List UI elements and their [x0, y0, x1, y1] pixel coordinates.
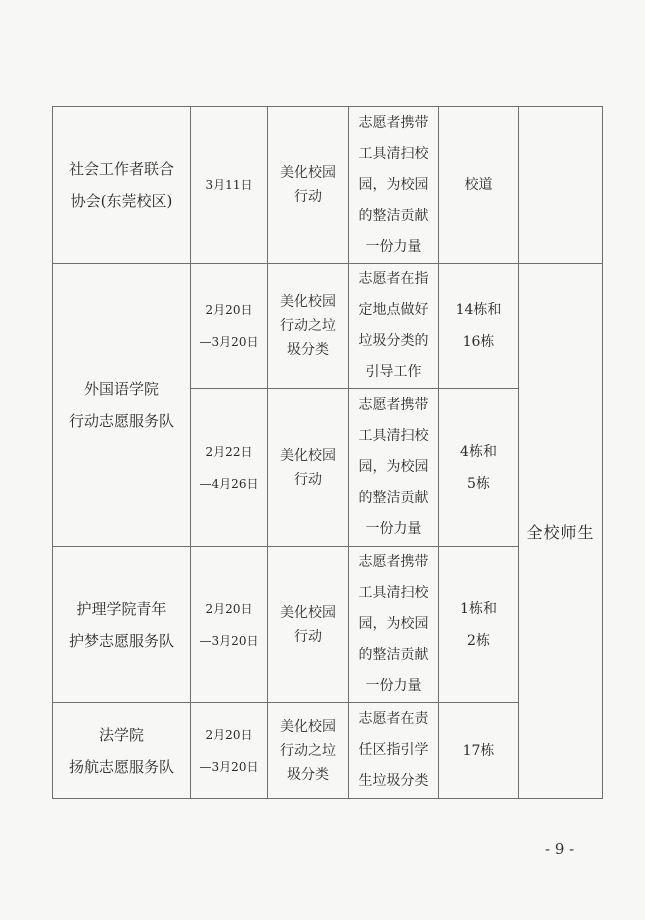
audience-cell: 全校师生 [519, 264, 603, 799]
activity-cell: 美化校园 行动之垃 圾分类 [268, 703, 349, 799]
place-cell: 1栋和 2栋 [439, 547, 519, 703]
activity-cell: 美化校园 行动之垃 圾分类 [268, 264, 349, 389]
place-cell: 17栋 [439, 703, 519, 799]
team-cell: 外国语学院 行动志愿服务队 [53, 264, 191, 547]
date-cell: 3月11日 [191, 107, 268, 264]
place-cell: 4栋和 5栋 [439, 389, 519, 547]
audience-empty-cell [519, 107, 603, 264]
page-number: - 9 - [545, 840, 575, 858]
activity-table [52, 106, 603, 799]
description-cell: 志愿者携带 工具清扫校 园，为校园 的整洁贡献 一份力量 [349, 547, 439, 703]
date-cell: 2月20日 —3月20日 [191, 703, 268, 799]
team-cell: 社会工作者联合 协会(东莞校区) [53, 107, 191, 264]
date-cell: 2月22日 —4月26日 [191, 389, 268, 547]
description-cell: 志愿者携带 工具清扫校 园，为校园 的整洁贡献 一份力量 [349, 389, 439, 547]
team-cell: 护理学院青年 护梦志愿服务队 [53, 547, 191, 703]
description-cell: 志愿者携带 工具清扫校 园，为校园 的整洁贡献 一份力量 [349, 107, 439, 264]
team-cell: 法学院 扬航志愿服务队 [53, 703, 191, 799]
table-row [53, 264, 603, 389]
place-cell: 校道 [439, 107, 519, 264]
description-cell: 志愿者在指 定地点做好 垃圾分类的 引导工作 [349, 264, 439, 389]
table-row [53, 107, 603, 264]
description-cell: 志愿者在责 任区指引学 生垃圾分类 [349, 703, 439, 799]
date-cell: 2月20日 —3月20日 [191, 264, 268, 389]
activity-cell: 美化校园 行动 [268, 389, 349, 547]
date-cell: 2月20日 —3月20日 [191, 547, 268, 703]
place-cell: 14栋和 16栋 [439, 264, 519, 389]
activity-cell: 美化校园 行动 [268, 107, 349, 264]
activity-cell: 美化校园 行动 [268, 547, 349, 703]
